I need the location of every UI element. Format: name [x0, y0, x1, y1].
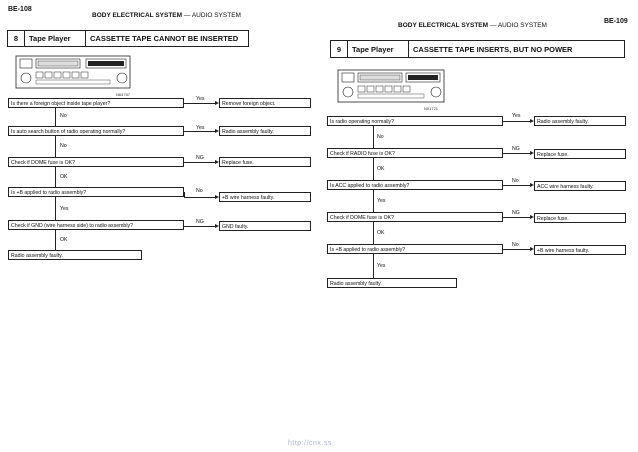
right-radio-illustration [336, 66, 446, 106]
right-branch-label-5: No [512, 242, 519, 248]
left-connector-2 [184, 131, 216, 132]
right-check-1: Is radio operating normally? [327, 116, 503, 126]
left-next-label-5: OK [60, 237, 68, 243]
left-down-line-5 [55, 230, 56, 250]
watermark: http://cnx.ss [288, 440, 332, 447]
left-down-line-1 [55, 108, 56, 126]
left-next-label-4: Yes [60, 206, 69, 212]
right-result-3: ACC wire harness faulty. [534, 181, 626, 191]
right-connector-1 [503, 121, 531, 122]
left-final-result: Radio assembly faulty. [8, 250, 142, 260]
right-page-number: BE-109 [604, 18, 628, 25]
right-system-name: Tape Player [348, 41, 409, 57]
right-result-5: +B wire harness faulty. [534, 245, 626, 255]
right-connector-3 [503, 185, 531, 186]
left-branch-label-3: NG [196, 155, 204, 161]
left-radio-illustration [14, 52, 132, 92]
left-check-1: Is there a foreign object inside tape player? [8, 98, 184, 108]
left-check-3: Check if DOME fuse is OK? [8, 157, 184, 167]
left-figure-code: N64757 [116, 92, 131, 97]
right-problem-title: CASSETTE TAPE INSERTS, BUT NO POWER [413, 44, 573, 54]
left-connector-1 [184, 103, 216, 104]
left-result-4: +B wire harness faulty. [219, 192, 311, 202]
left-connector-5 [184, 226, 216, 227]
left-check-2: Is auto search button of radio operating normally? [8, 126, 184, 136]
left-connector-4 [184, 197, 216, 198]
right-connector-2 [503, 153, 531, 154]
left-section-subtitle: AUDIO SYSTEM [191, 12, 241, 19]
left-connector-4-drop [184, 192, 185, 197]
left-down-line-2 [55, 136, 56, 157]
right-result-4: Replace fuse. [534, 213, 626, 223]
left-title-bar [7, 30, 249, 47]
left-down-line-3 [55, 167, 56, 187]
left-branch-label-5: NG [196, 219, 204, 225]
right-connector-4 [503, 217, 531, 218]
left-result-1: Remove foreign object. [219, 98, 311, 108]
left-check-5: Check if GND (wire harness side) to radio assembly? [8, 220, 184, 230]
right-title-bar [330, 40, 625, 58]
right-down-line-2 [373, 158, 374, 180]
right-check-4: Check if DOME fuse is OK? [327, 212, 503, 222]
right-check-2: Check if RADIO fuse is OK? [327, 148, 503, 158]
left-down-line-4 [55, 197, 56, 220]
left-next-label-3: OK [60, 174, 68, 180]
right-result-2: Replace fuse. [534, 149, 626, 159]
left-check-4: Is +B applied to radio assembly? [8, 187, 184, 197]
left-system-name: Tape Player [25, 31, 86, 46]
right-figure-code: N01721 [424, 106, 439, 111]
right-branch-label-2: NG [512, 146, 520, 152]
left-branch-label-1: Yes [196, 96, 205, 102]
right-section-header: BODY ELECTRICAL SYSTEM — AUDIO SYSTEM [398, 22, 547, 29]
right-step-number: 9 [331, 41, 348, 57]
left-problem-title: CASSETTE TAPE CANNOT BE INSERTED [90, 34, 239, 43]
right-result-1: Radio assembly faulty. [534, 116, 626, 126]
right-next-label-1: No [377, 134, 384, 140]
right-down-line-3 [373, 190, 374, 212]
left-next-label-2: No [60, 143, 67, 149]
left-step-number: 8 [8, 31, 25, 46]
right-check-3: Is ACC applied to radio assembly? [327, 180, 503, 190]
left-page-number: BE-108 [8, 6, 32, 13]
right-final-result: Radio assembly faulty. [327, 278, 457, 288]
left-connector-3 [184, 162, 216, 163]
left-branch-label-4: No [196, 188, 203, 194]
left-branch-label-2: Yes [196, 125, 205, 131]
right-down-line-1 [373, 126, 374, 148]
right-down-line-4 [373, 222, 374, 244]
right-next-label-4: OK [377, 230, 385, 236]
right-section-title: BODY ELECTRICAL SYSTEM [398, 22, 489, 29]
right-branch-label-4: NG [512, 210, 520, 216]
right-branch-label-3: No [512, 178, 519, 184]
left-result-2: Radio assembly faulty. [219, 126, 311, 136]
left-next-label-1: No [60, 113, 67, 119]
right-next-label-5: Yes [377, 263, 386, 269]
right-check-5: Is +B applied to radio assembly? [327, 244, 503, 254]
right-next-label-3: Yes [377, 198, 386, 204]
right-down-line-5 [373, 254, 374, 278]
left-section-title: BODY ELECTRICAL SYSTEM [92, 12, 183, 19]
right-section-subtitle: AUDIO SYSTEM [497, 22, 547, 29]
left-result-5: GND faulty. [219, 221, 311, 231]
left-section-header: BODY ELECTRICAL SYSTEM — AUDIO SYSTEM [92, 12, 241, 19]
right-next-label-2: OK [377, 166, 385, 172]
right-connector-5 [503, 249, 531, 250]
left-result-3: Replace fuse. [219, 157, 311, 167]
right-branch-label-1: Yes [512, 113, 521, 119]
